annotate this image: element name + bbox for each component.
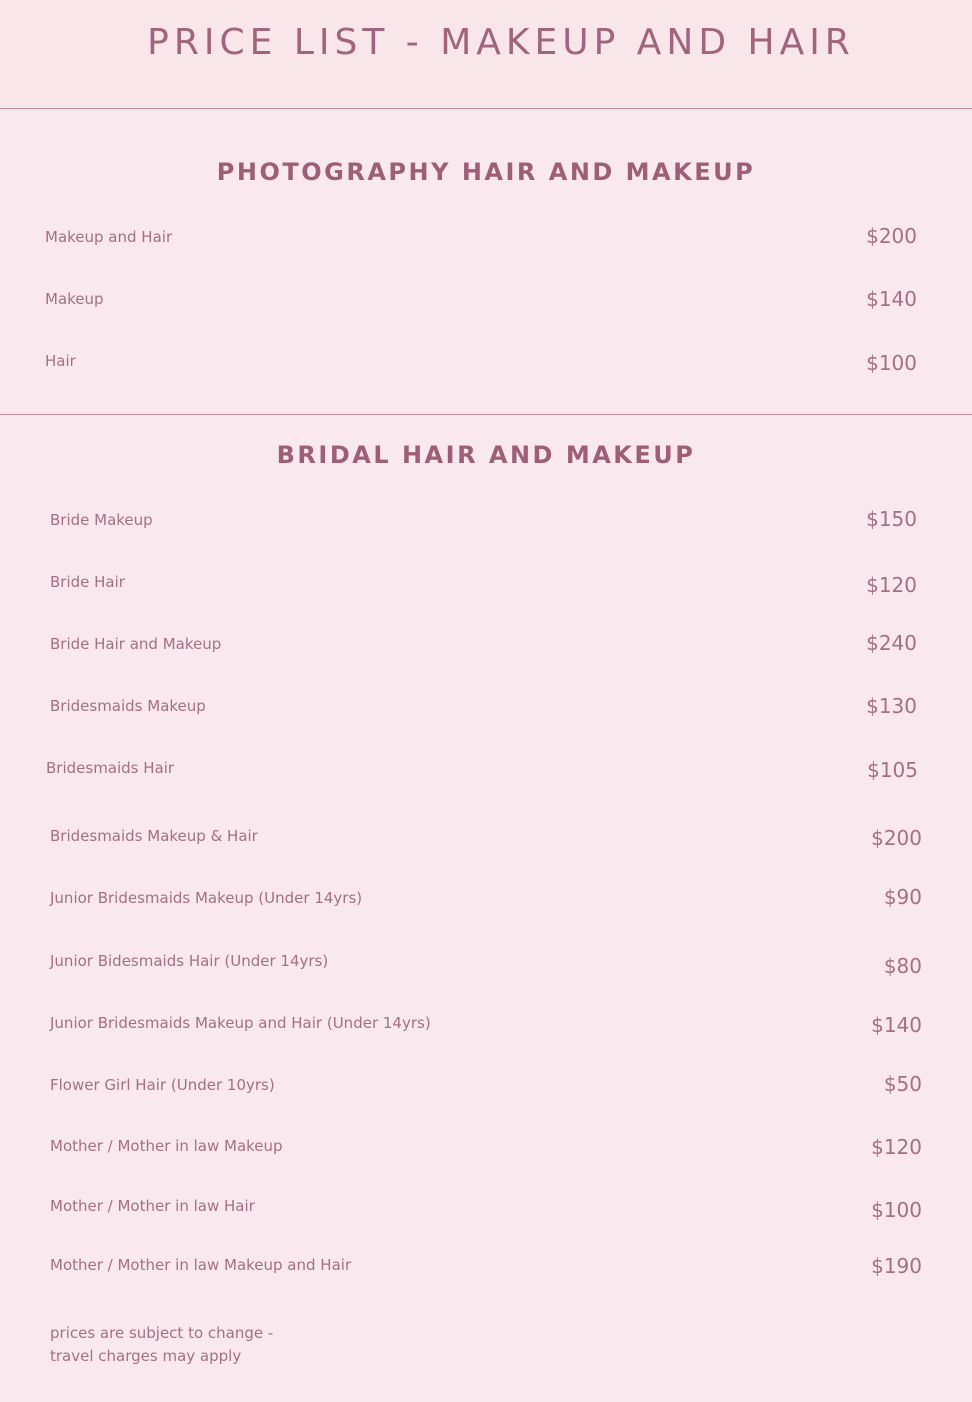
service-name: Bridesmaids Makeup — [50, 697, 206, 715]
service-price: $90 — [883, 885, 922, 909]
service-price: $100 — [866, 351, 917, 375]
service-name: Hair — [45, 352, 76, 370]
header-divider — [0, 108, 972, 109]
service-price: $50 — [883, 1072, 922, 1096]
service-name: Bride Makeup — [50, 511, 153, 529]
service-name: Bride Hair — [50, 573, 125, 591]
service-price: $130 — [866, 694, 917, 718]
service-name: Bridesmaids Hair — [46, 759, 175, 777]
service-price: $200 — [866, 224, 917, 248]
service-price: $200 — [871, 826, 922, 850]
page-title: PRICE LIST - MAKEUP AND HAIR — [147, 22, 855, 63]
section-heading-bridal: BRIDAL HAIR AND MAKEUP — [276, 441, 696, 469]
service-price: $140 — [871, 1013, 922, 1037]
footnote-line-2: travel charges may apply — [50, 1347, 242, 1365]
service-price: $120 — [866, 573, 917, 597]
service-name: Mother / Mother in law Hair — [50, 1197, 255, 1215]
service-name: Makeup — [45, 290, 104, 308]
service-name: Makeup and Hair — [45, 228, 173, 246]
service-price: $100 — [871, 1198, 922, 1222]
service-price: $80 — [883, 954, 922, 978]
service-name: Mother / Mother in law Makeup and Hair — [50, 1256, 352, 1274]
service-name: Junior Bridesmaids Makeup and Hair (Under 14yrs) — [50, 1014, 431, 1032]
service-price: $120 — [871, 1135, 922, 1159]
service-name: Flower Girl Hair (Under 10yrs) — [50, 1076, 275, 1094]
service-price: $150 — [866, 507, 917, 531]
section-heading-photography: PHOTOGRAPHY HAIR AND MAKEUP — [216, 158, 756, 186]
footnote-line-1: prices are subject to change - — [50, 1324, 274, 1342]
service-name: Junior Bridesmaids Makeup (Under 14yrs) — [50, 889, 363, 907]
service-name: Bride Hair and Makeup — [50, 635, 222, 653]
service-price: $140 — [866, 287, 917, 311]
service-price: $105 — [867, 758, 918, 782]
section-divider — [0, 414, 972, 415]
service-price: $190 — [871, 1254, 922, 1278]
service-name: Mother / Mother in law Makeup — [50, 1137, 283, 1155]
service-price: $240 — [866, 631, 917, 655]
service-name: Bridesmaids Makeup & Hair — [50, 827, 258, 845]
service-name: Junior Bidesmaids Hair (Under 14yrs) — [50, 952, 329, 970]
